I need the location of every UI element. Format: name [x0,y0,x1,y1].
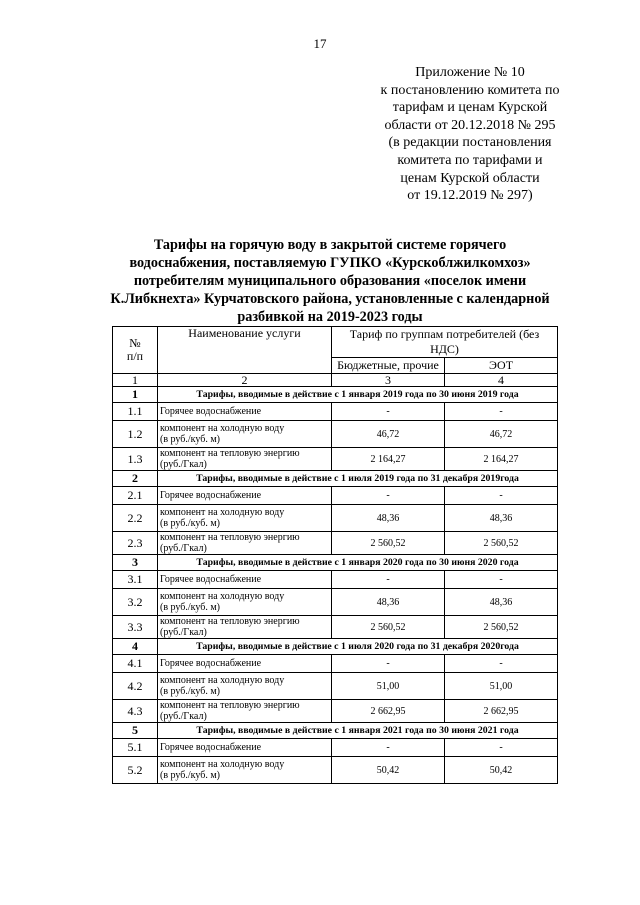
table-row [113,403,558,421]
section-title: Тарифы, вводимые в действие с 1 января 2019 года по 30 июня 2019 года [158,387,558,403]
header-name: Наименование услуги [158,327,332,374]
section-number: 2 [113,471,158,487]
service-name: Горячее водоснабжение [158,655,332,673]
tariff-budget: 2 560,52 [332,616,445,639]
table-row [113,487,558,505]
row-number: 1.2 [113,421,158,448]
row-number: 5.2 [113,757,158,784]
appendix-block [360,64,580,205]
index-cell: 2 [158,374,332,387]
tariff-eot: - [445,655,558,673]
service-name: компонент на тепловую энергию (руб./Гкал) [158,700,332,723]
row-number: 2.3 [113,532,158,555]
table-row [113,532,558,555]
service-name: компонент на холодную воду (в руб./куб. м) [158,589,332,616]
service-name: компонент на тепловую энергию (руб./Гкал) [158,532,332,555]
section-title: Тарифы, вводимые в действие с 1 января 2021 года по 30 июня 2021 года [158,723,558,739]
tariff-budget: 2 164,27 [332,448,445,471]
section-row [113,387,558,403]
section-title: Тарифы, вводимые в действие с 1 января 2020 года по 30 июня 2020 года [158,555,558,571]
tariff-budget: 46,72 [332,421,445,448]
row-number: 4.2 [113,673,158,700]
title-line: водоснабжения, поставляемую ГУПКО «Курскоблжилкомхоз» [129,255,531,271]
table-row [113,616,558,639]
table-row [113,655,558,673]
header-tariff-group: Тариф по группам потребителей (без НДС) [332,327,558,358]
tariff-eot: 2 662,95 [445,700,558,723]
section-number: 1 [113,387,158,403]
tariff-budget: 48,36 [332,505,445,532]
tariff-budget: - [332,403,445,421]
row-number: 5.1 [113,739,158,757]
header-row [113,327,558,358]
tariff-budget: - [332,487,445,505]
table-row [113,589,558,616]
tariff-eot: 51,00 [445,673,558,700]
row-number: 3.3 [113,616,158,639]
service-name: компонент на холодную воду (в руб./куб. м) [158,505,332,532]
table-row [113,757,558,784]
tariff-eot: 2 164,27 [445,448,558,471]
appendix-line: тарифам и ценам Курской [392,100,548,116]
tariff-budget: 51,00 [332,673,445,700]
tariff-eot: 48,36 [445,589,558,616]
row-number: 3.1 [113,571,158,589]
section-number: 4 [113,639,158,655]
row-number: 3.2 [113,589,158,616]
section-number: 3 [113,555,158,571]
row-number: 2.2 [113,505,158,532]
index-cell: 3 [332,374,445,387]
tariff-eot: - [445,739,558,757]
table-row [113,505,558,532]
tariff-table-body [113,327,558,784]
service-name: компонент на тепловую энергию (руб./Гкал) [158,616,332,639]
tariff-eot: 2 560,52 [445,616,558,639]
appendix-line: к постановлению комитета по [380,82,560,98]
appendix-line: от 19.12.2019 № 297) [407,188,533,204]
row-number: 4.1 [113,655,158,673]
table-row [113,448,558,471]
table-row [113,571,558,589]
appendix-line: области от 20.12.2018 № 295 [384,117,556,133]
tariff-budget: 2 662,95 [332,700,445,723]
service-name: Горячее водоснабжение [158,403,332,421]
tariff-budget: - [332,571,445,589]
appendix-line: ценам Курской области [400,170,540,186]
document-title [90,236,570,326]
section-title: Тарифы, вводимые в действие с 1 июля 2019 года по 31 декабря 2019года [158,471,558,487]
service-name: Горячее водоснабжение [158,739,332,757]
table-row [113,700,558,723]
tariff-eot: - [445,403,558,421]
tariff-eot: 48,36 [445,505,558,532]
service-name: компонент на холодную воду (в руб./куб. м) [158,421,332,448]
row-number: 4.3 [113,700,158,723]
table-row [113,421,558,448]
tariff-budget: - [332,739,445,757]
appendix-line: Приложение № 10 [415,65,525,80]
tariff-table [112,326,558,784]
service-name: компонент на холодную воду (в руб./куб. м) [158,673,332,700]
row-number: 2.1 [113,487,158,505]
service-name: Горячее водоснабжение [158,571,332,589]
tariff-eot: 46,72 [445,421,558,448]
appendix-line: (в редакции постановления [388,135,552,151]
tariff-eot: - [445,571,558,589]
service-name: компонент на тепловую энергию (руб./Гкал) [158,448,332,471]
title-line: разбивкой на 2019-2023 годы [237,309,423,325]
title-line: Тарифы на горячую воду в закрытой системе горячего [153,237,507,253]
service-name: компонент на холодную воду (в руб./куб. м) [158,757,332,784]
service-name: Горячее водоснабжение [158,487,332,505]
tariff-budget: - [332,655,445,673]
section-title: Тарифы, вводимые в действие с 1 июля 2020 года по 31 декабря 2020года [158,639,558,655]
index-cell: 1 [113,374,158,387]
index-cell: 4 [445,374,558,387]
title-line: К.Либкнехта» Курчатовского района, установленные с календарной [110,291,550,307]
section-number: 5 [113,723,158,739]
section-row [113,723,558,739]
title-line: потребителям муниципального образования «поселок имени [133,273,527,289]
tariff-eot: - [445,487,558,505]
appendix-line: комитета по тарифами и [397,152,543,168]
tariff-budget: 50,42 [332,757,445,784]
table-row [113,673,558,700]
tariff-budget: 48,36 [332,589,445,616]
section-row [113,555,558,571]
row-number: 1.1 [113,403,158,421]
row-number: 1.3 [113,448,158,471]
tariff-budget: 2 560,52 [332,532,445,555]
section-row [113,639,558,655]
header-num: № п/п [113,327,158,374]
section-row [113,471,558,487]
page-number: 17 [313,36,327,51]
index-row [113,374,558,387]
tariff-eot: 2 560,52 [445,532,558,555]
header-budget: Бюджетные, прочие [332,358,445,374]
tariff-eot: 50,42 [445,757,558,784]
table-row [113,739,558,757]
header-eot: ЭОТ [445,358,558,374]
